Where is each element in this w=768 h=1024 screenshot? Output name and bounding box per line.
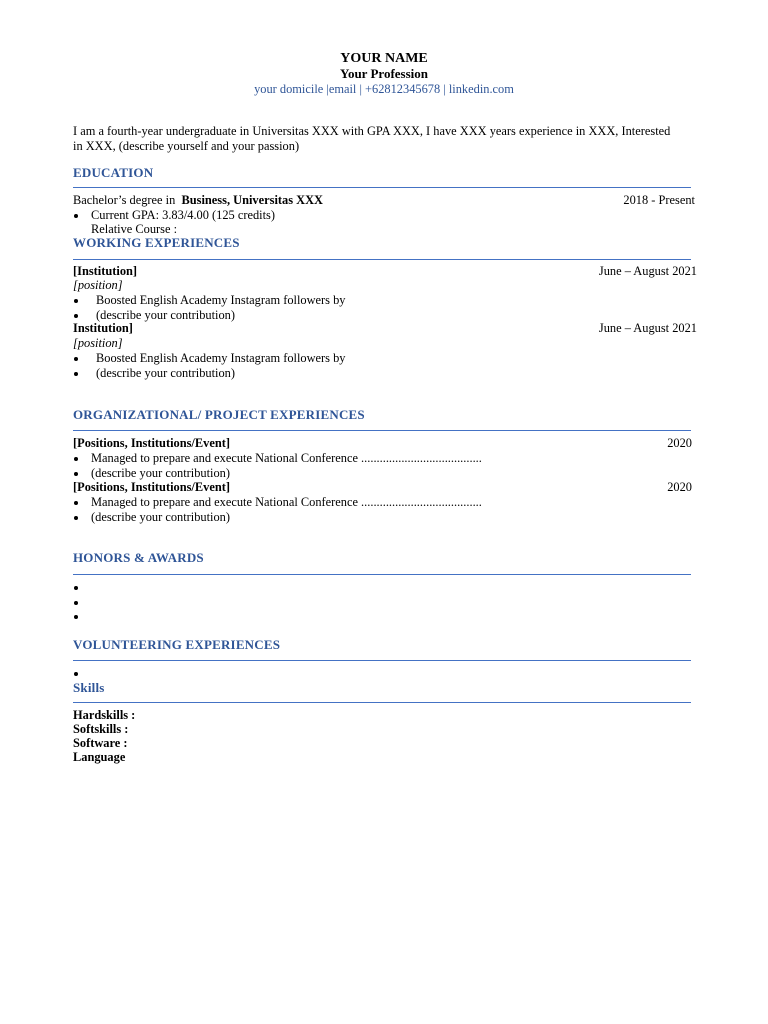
section-rule — [73, 702, 691, 703]
section-rule — [73, 430, 691, 431]
bullet-dot — [74, 299, 78, 303]
degree-field: Business, Universitas XXX — [181, 193, 323, 207]
section-title-education: EDUCATION — [73, 165, 154, 180]
section-rule — [73, 660, 691, 661]
org-year: 2020 — [667, 436, 692, 450]
summary-line-1: I am a fourth-year undergraduate in Universitas XXX with GPA XXX, I have XXX years experience in XXX, Interested — [73, 124, 671, 138]
bullet-dot — [74, 372, 78, 376]
org-bullet-text: (describe your contribution) — [91, 466, 231, 480]
work-bullet-text: (describe your contribution) — [96, 366, 236, 380]
bullet-dot — [74, 501, 78, 505]
work-institution: [Institution] — [73, 264, 138, 278]
section-rule — [73, 574, 691, 575]
resume-name: YOUR NAME — [340, 51, 428, 66]
bullet-dot — [74, 672, 78, 676]
contact-line: your domicile |email | +62812345678 | linkedin.com — [254, 82, 514, 96]
work-position: [position] — [73, 336, 123, 350]
degree-line — [73, 193, 323, 208]
org-year: 2020 — [667, 480, 692, 494]
skill-label-softskills: Softskills : — [73, 722, 129, 736]
summary-line-2: in XXX, (describe yourself and your passion) — [73, 139, 300, 153]
section-title-work: WORKING EXPERIENCES — [73, 235, 240, 250]
work-date: June – August 2021 — [598, 321, 697, 335]
work-date: June – August 2021 — [598, 264, 697, 278]
bullet-dot — [74, 615, 78, 619]
bullet-dot — [74, 457, 78, 461]
work-position: [position] — [73, 278, 123, 292]
bullet-dot — [74, 357, 78, 361]
org-bullet-text: (describe your contribution) — [91, 510, 231, 524]
work-bullet-text: (describe your contribution) — [96, 308, 236, 322]
education-period: 2018 - Present — [623, 193, 695, 207]
org-role: [Positions, Institutions/Event] — [73, 436, 230, 450]
gpa-text: Current GPA: 3.83/4.00 (125 credits) — [91, 208, 276, 222]
bullet-dot — [74, 586, 78, 590]
bullet-dot — [74, 214, 78, 218]
bullet-dot — [74, 472, 78, 476]
section-title-skills: Skills — [73, 680, 105, 695]
section-rule — [73, 187, 691, 188]
bullet-dot — [74, 314, 78, 318]
section-title-volunteering: VOLUNTEERING EXPERIENCES — [73, 637, 281, 652]
skill-label-hardskills: Hardskills : — [73, 708, 136, 722]
section-title-honors: HONORS & AWARDS — [73, 550, 204, 565]
course-text: Relative Course : — [91, 222, 178, 236]
work-bullet-text: Boosted English Academy Instagram followers by — [96, 351, 346, 365]
org-bullet-text: Managed to prepare and execute National Conference ....................................... — [91, 495, 482, 509]
bullet-dot — [74, 516, 78, 520]
resume-profession: Your Profession — [340, 66, 428, 81]
org-bullet-text: Managed to prepare and execute National Conference ....................................... — [91, 451, 482, 465]
section-title-org: ORGANIZATIONAL/ PROJECT EXPERIENCES — [73, 407, 365, 422]
org-role: [Positions, Institutions/Event] — [73, 480, 230, 494]
degree-prefix: Bachelor’s degree in — [73, 193, 176, 207]
work-bullet-text: Boosted English Academy Instagram followers by — [96, 293, 346, 307]
skill-label-language: Language — [73, 750, 126, 764]
work-institution: Institution] — [73, 321, 133, 335]
bullet-dot — [74, 601, 78, 605]
section-rule — [73, 259, 691, 260]
skill-label-software: Software : — [73, 736, 128, 750]
